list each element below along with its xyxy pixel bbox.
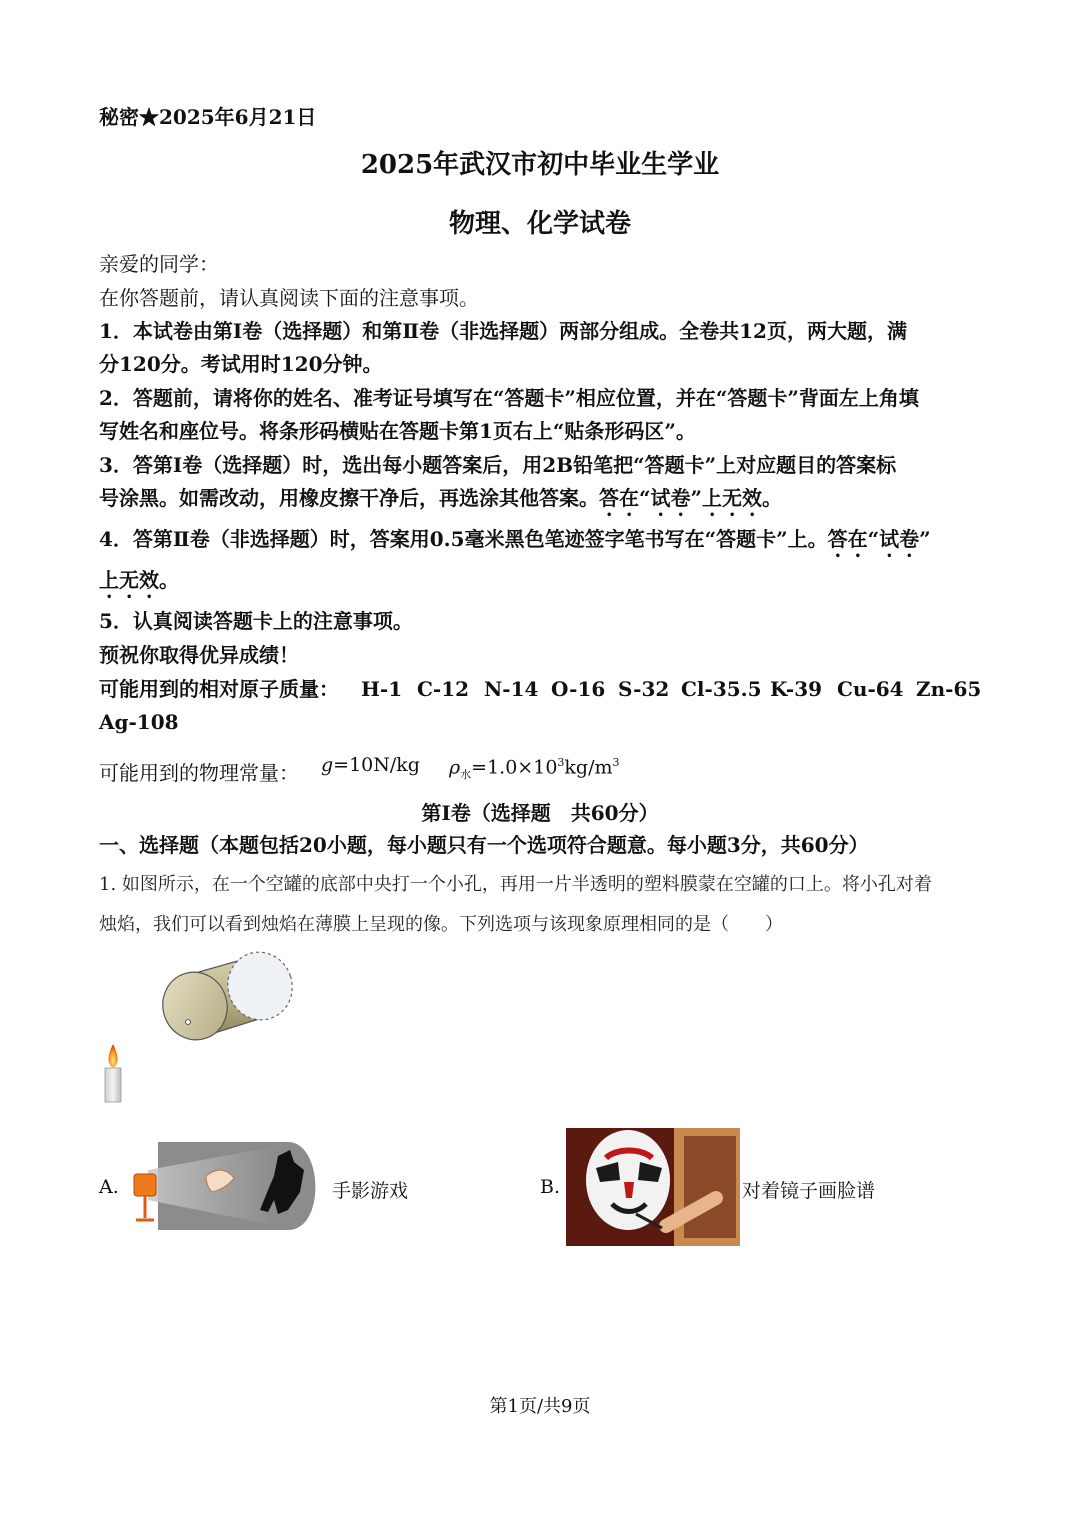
atomic-mass-item: Cl-35.5 [681,677,762,701]
option-b-text: 对着镜子画脸谱 [742,1180,876,1202]
note-1-line-2: 分120分。考试用时120分钟。 [99,352,383,376]
atomic-mass-item: S-32 [618,677,670,701]
can-icon [154,950,301,1048]
density-formula [449,748,620,790]
period: 。 [762,486,783,510]
candle-icon [105,1044,121,1102]
rho-symbol: ρ [449,756,461,779]
hand-shadow-image [128,1140,328,1232]
confidential-header: 秘密★2025年6月21日 [99,105,317,129]
note-2-line-1: 2．答题前，请将你的姓名、准考证号填写在“答题卡”相应位置，并在“答题卡”背面左上角填 [99,386,919,410]
note-4-line-2 [99,565,179,603]
atomic-mass-item: O-16 [551,677,606,701]
quote-mark: ” [690,486,703,510]
pinhole-camera-figure [95,950,305,1110]
question-1-line-1: 1. 如图所示，在一个空罐的底部中央打一个小孔，再用一片半透明的塑料膜蒙在空罐的口上。将小孔对着 [99,874,932,895]
atomic-mass-line [99,674,982,704]
wish-text: 预祝你取得优异成绩！ [99,643,299,667]
emphasis-text: 答在 [827,527,868,551]
emphasis-text: 试卷 [650,486,691,510]
rho-subscript: 水 [460,768,472,782]
face-painting-image [566,1128,740,1246]
atomic-mass-last: Ag-108 [99,710,179,734]
page-footer: 第1页/共9页 [489,1396,591,1417]
option-b-label: B. [540,1176,561,1198]
intro-lead: 在你答题前，请认真阅读下面的注意事项。 [99,286,479,310]
note-1-line-1: 1．本试卷由第Ⅰ卷（选择题）和第Ⅱ卷（非选择题）两部分组成。全卷共12页，两大题，满 [99,319,907,343]
constants-label: 可能用到的物理常量： [99,761,299,785]
note-3-text: 号涂黑。如需改动，用橡皮擦干净后，再选涂其他答案。 [99,486,599,510]
atomic-mass-item: C-12 [417,677,470,701]
note-3-line-2 [99,483,782,521]
emphasis-text: 上无效 [99,568,159,592]
note-5: 5．认真阅读答题卡上的注意事项。 [99,609,413,633]
section-heading: 第Ⅰ卷（选择题 共60分） [421,801,659,825]
period: 。 [159,568,179,592]
atomic-mass-item: N-14 [484,677,539,701]
atomic-mass-item: K-39 [770,677,823,701]
face-paint-icon [566,1128,740,1246]
quote-mark: “ [639,486,651,510]
hand-shadow-icon [134,1142,315,1230]
quote-mark: ” [919,527,931,551]
exam-subtitle: 物理、化学试卷 [448,209,631,239]
gravity-formula [321,750,420,780]
option-a-label: A. [99,1176,119,1198]
note-4-text: 4．答第Ⅱ卷（非选择题）时，答案用0.5毫米黑色笔迹签字笔书写在“答题卡”上。 [99,527,828,551]
g-value: =10N/kg [333,754,420,776]
atomic-mass-item: H-1 [361,677,403,701]
atomic-mass-item: Cu-64 [837,677,904,701]
note-4-line-1 [99,524,931,562]
question-1-line-2: 烛焰，我们可以看到烛焰在薄膜上呈现的像。下列选项与该现象原理相同的是（ ） [99,914,783,935]
option-a-text: 手影游戏 [332,1180,409,1202]
emphasis-text: 上无效 [702,486,763,510]
quote-mark: “ [867,527,880,551]
note-3-line-1: 3．答第Ⅰ卷（选择题）时，选出每小题答案后，用2B铅笔把“答题卡”上对应题目的答案标 [99,453,897,477]
exam-title: 2025年武汉市初中毕业生学业 [360,150,720,180]
atomic-mass-item: Zn-65 [916,677,982,701]
rho-exponent: 3 [557,756,565,769]
g-symbol: g [321,754,334,776]
rho-unit-exponent: 3 [612,756,620,769]
emphasis-text: 答在 [599,486,639,510]
rho-unit: kg/m [564,756,613,779]
note-2-line-2: 写姓名和座位号。将条形码横贴在答题卡第1页右上“贴条形码区”。 [99,419,696,443]
emphasis-text: 试卷 [879,527,920,551]
section-instruction: 一、选择题（本题包括20小题，每小题只有一个选项符合题意。每小题3分，共60分） [99,833,869,857]
rho-value: =1.0×10 [471,756,558,779]
greeting: 亲爱的同学： [99,252,219,276]
atomic-mass-label: 可能用到的相对原子质量： [99,677,339,701]
